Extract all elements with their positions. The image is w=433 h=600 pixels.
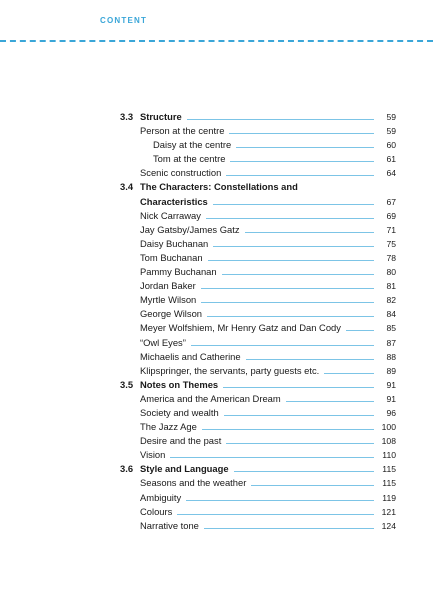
toc-page-number: 78 — [386, 252, 396, 263]
toc-leader-line — [229, 133, 374, 134]
toc-entry-title: Structure — [140, 110, 185, 124]
toc-page-number: 110 — [382, 450, 396, 461]
toc-leader-line — [222, 274, 374, 275]
toc-page-number: 64 — [386, 168, 396, 179]
toc-entry-title: The Characters: Constellations and — [140, 180, 301, 194]
toc-entry[interactable] — [120, 491, 396, 505]
toc-leader-line — [213, 204, 374, 205]
toc-page-number: 115 — [382, 478, 396, 489]
toc-entry[interactable] — [120, 180, 396, 194]
toc-entry[interactable] — [120, 265, 396, 279]
toc-page-number: 88 — [386, 351, 396, 362]
toc-leader-line — [201, 288, 374, 289]
toc-entry[interactable] — [120, 462, 396, 476]
toc-entry-title: Jordan Baker — [140, 279, 199, 293]
toc-page-number: 82 — [386, 295, 396, 306]
toc-page-number: 119 — [382, 492, 396, 503]
toc-entry-title: Style and Language — [140, 462, 232, 476]
toc-entry[interactable] — [120, 434, 396, 448]
toc-entry-title: Characteristics — [140, 195, 211, 209]
toc-page-number: 80 — [386, 267, 396, 278]
toc-leader-line — [346, 330, 374, 331]
toc-page-number: 59 — [386, 112, 396, 122]
toc-leader-line — [324, 373, 374, 374]
toc-page-number: 69 — [386, 210, 396, 221]
toc-leader-line — [187, 119, 374, 120]
toc-entry[interactable] — [120, 138, 396, 152]
toc-entry[interactable] — [120, 364, 396, 378]
toc-entry-title: Colours — [140, 505, 175, 519]
toc-page-number: 91 — [386, 393, 396, 404]
toc-entry[interactable] — [120, 223, 396, 237]
toc-leader-line — [251, 485, 374, 486]
toc-entry[interactable] — [120, 293, 396, 307]
toc-entry[interactable] — [120, 307, 396, 321]
toc-entry[interactable] — [120, 519, 396, 533]
toc-entry[interactable] — [120, 378, 396, 392]
toc-section-number: 3.4 — [120, 181, 134, 193]
toc-leader-line — [230, 161, 374, 162]
toc-entry-title: Scenic construction — [140, 166, 224, 180]
toc-leader-line — [204, 528, 374, 529]
toc-section-number: 3.3 — [120, 111, 134, 122]
toc-entry[interactable] — [120, 350, 396, 364]
toc-page-number: 100 — [381, 422, 396, 433]
toc-page-number: 87 — [386, 337, 396, 348]
toc-entry[interactable] — [120, 110, 396, 124]
toc-leader-line — [208, 260, 374, 261]
toc-leader-line — [226, 175, 374, 176]
toc-leader-line — [286, 401, 374, 402]
toc-entry[interactable] — [120, 392, 396, 406]
toc-entry-title: Desire and the past — [140, 434, 224, 448]
header-dashed-rule — [0, 40, 433, 42]
toc-leader-line — [223, 387, 374, 388]
toc-section-number: 3.6 — [120, 463, 134, 475]
toc-entry-title: America and the American Dream — [140, 392, 284, 406]
toc-entry[interactable] — [120, 152, 396, 166]
toc-entry-title: Seasons and the weather — [140, 476, 249, 490]
toc-entry-title: Person at the centre — [140, 124, 227, 138]
table-of-contents — [120, 110, 396, 533]
toc-entry[interactable] — [120, 166, 396, 180]
toc-page-number: 121 — [381, 506, 396, 517]
toc-leader-line — [186, 500, 374, 501]
toc-entry-title: Pammy Buchanan — [140, 265, 220, 279]
toc-page-number: 115 — [382, 464, 396, 475]
toc-page-number: 81 — [386, 281, 396, 292]
toc-entry-title: Tom at the centre — [153, 152, 228, 166]
toc-entry[interactable] — [120, 476, 396, 490]
toc-leader-line — [246, 359, 374, 360]
toc-entry-title: George Wilson — [140, 307, 205, 321]
toc-entry[interactable] — [120, 420, 396, 434]
toc-page-number: 75 — [386, 238, 396, 249]
toc-leader-line — [213, 246, 374, 247]
toc-leader-line — [201, 302, 374, 303]
toc-entry[interactable] — [120, 209, 396, 223]
toc-leader-line — [245, 232, 374, 233]
toc-leader-line — [207, 316, 374, 317]
toc-entry-title: Ambiguity — [140, 491, 184, 505]
toc-page-number: 67 — [386, 196, 396, 207]
toc-leader-line — [191, 345, 374, 346]
toc-entry-title: Nick Carraway — [140, 209, 204, 223]
toc-entry-title: Daisy Buchanan — [140, 237, 211, 251]
toc-entry-title: “Owl Eyes” — [140, 336, 189, 350]
toc-entry-title: Tom Buchanan — [140, 251, 206, 265]
toc-page-number: 96 — [386, 407, 396, 418]
toc-entry-title: Vision — [140, 448, 168, 462]
toc-entry[interactable] — [120, 336, 396, 350]
toc-entry[interactable] — [120, 321, 396, 335]
toc-entry[interactable] — [120, 124, 396, 138]
toc-entry-title: Jay Gatsby/James Gatz — [140, 223, 243, 237]
toc-entry-title: Klipspringer, the servants, party guests etc. — [140, 364, 322, 378]
toc-entry-title: Myrtle Wilson — [140, 293, 199, 307]
toc-entry-title: Meyer Wolfshiem, Mr Henry Gatz and Dan Cody — [140, 321, 344, 335]
toc-entry-title: The Jazz Age — [140, 420, 200, 434]
toc-leader-line — [177, 514, 374, 515]
toc-entry[interactable] — [120, 505, 396, 519]
toc-page-number: 71 — [386, 224, 396, 235]
toc-page-number: 85 — [386, 323, 396, 334]
toc-leader-line — [226, 443, 374, 444]
toc-entry[interactable] — [120, 195, 396, 209]
toc-entry[interactable] — [120, 279, 396, 293]
toc-leader-line — [234, 471, 374, 472]
toc-page-number: 124 — [381, 520, 396, 531]
toc-entry[interactable] — [120, 237, 396, 251]
toc-leader-line — [236, 147, 374, 148]
toc-entry-title: Michaelis and Catherine — [140, 350, 244, 364]
toc-section-number: 3.5 — [120, 378, 134, 390]
toc-page-number: 108 — [381, 436, 396, 447]
toc-page-number: 89 — [386, 365, 396, 376]
toc-page-number: 91 — [386, 379, 396, 390]
toc-entry-title: Notes on Themes — [140, 378, 221, 392]
toc-entry[interactable] — [120, 448, 396, 462]
toc-entry[interactable] — [120, 406, 396, 420]
toc-page-number: 59 — [386, 126, 396, 137]
toc-leader-line — [224, 415, 374, 416]
running-header: CONTENT — [100, 16, 148, 25]
toc-page-number: 61 — [386, 154, 396, 165]
toc-entry[interactable] — [120, 251, 396, 265]
toc-leader-line — [202, 429, 374, 430]
toc-leader-line — [170, 457, 374, 458]
toc-entry-title: Society and wealth — [140, 406, 222, 420]
toc-entry-title: Narrative tone — [140, 519, 202, 533]
toc-entry-title: Daisy at the centre — [153, 138, 234, 152]
toc-leader-line — [206, 218, 374, 219]
toc-page-number: 60 — [386, 140, 396, 151]
toc-page-number: 84 — [386, 309, 396, 320]
